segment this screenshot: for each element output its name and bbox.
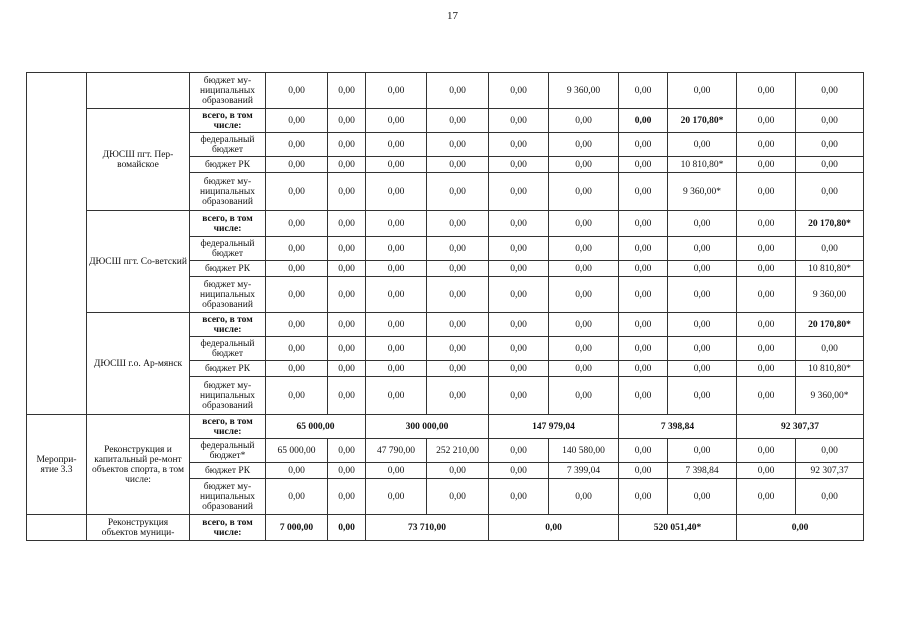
value-cell: 0,00 xyxy=(668,337,737,361)
value-cell: 0,00 xyxy=(489,313,549,337)
value-cell: 0,00 xyxy=(549,377,619,415)
value-cell: 0,00 xyxy=(549,261,619,277)
value-cell: 0,00 xyxy=(427,313,489,337)
value-cell: 0,00 xyxy=(328,157,366,173)
value-cell: 0,00 xyxy=(619,109,668,133)
value-cell: 65 000,00 xyxy=(266,439,328,463)
value-cell: 0,00 xyxy=(796,337,864,361)
budget-source-label: бюджет РК xyxy=(190,157,266,173)
value-cell: 65 000,00 xyxy=(266,415,366,439)
value-cell: 0,00 xyxy=(737,479,796,515)
value-cell: 0,00 xyxy=(549,337,619,361)
value-cell: 0,00 xyxy=(366,479,427,515)
value-cell: 0,00 xyxy=(619,361,668,377)
value-cell: 0,00 xyxy=(266,109,328,133)
value-cell: 0,00 xyxy=(427,211,489,237)
object-name-cell: Реконструкция объектов муници- xyxy=(87,515,190,541)
budget-source-label: бюджет РК xyxy=(190,463,266,479)
value-cell: 0,00 xyxy=(266,73,328,109)
object-name-cell: Реконструкция и капитальный ре-монт объектов спорта, в том числе: xyxy=(87,415,190,515)
value-cell: 7 399,04 xyxy=(549,463,619,479)
budget-source-label: всего, в том числе: xyxy=(190,515,266,541)
budget-source-label: всего, в том числе: xyxy=(190,415,266,439)
value-cell: 0,00 xyxy=(619,479,668,515)
value-cell: 9 360,00* xyxy=(796,377,864,415)
value-cell: 0,00 xyxy=(619,439,668,463)
budget-source-label: бюджет РК xyxy=(190,361,266,377)
value-cell: 0,00 xyxy=(619,261,668,277)
value-cell: 0,00 xyxy=(328,361,366,377)
value-cell: 0,00 xyxy=(619,173,668,211)
value-cell: 0,00 xyxy=(328,479,366,515)
value-cell: 20 170,80* xyxy=(796,211,864,237)
value-cell: 0,00 xyxy=(796,173,864,211)
value-cell: 0,00 xyxy=(737,337,796,361)
value-cell: 0,00 xyxy=(489,73,549,109)
value-cell: 0,00 xyxy=(328,237,366,261)
value-cell: 0,00 xyxy=(427,261,489,277)
value-cell: 9 360,00 xyxy=(796,277,864,313)
value-cell: 0,00 xyxy=(366,109,427,133)
value-cell: 0,00 xyxy=(737,237,796,261)
value-cell: 92 307,37 xyxy=(796,463,864,479)
value-cell: 0,00 xyxy=(266,277,328,313)
value-cell: 0,00 xyxy=(366,377,427,415)
value-cell: 0,00 xyxy=(328,515,366,541)
value-cell: 0,00 xyxy=(489,157,549,173)
value-cell: 0,00 xyxy=(427,361,489,377)
value-cell: 0,00 xyxy=(489,337,549,361)
value-cell: 47 790,00 xyxy=(366,439,427,463)
value-cell: 10 810,80* xyxy=(796,261,864,277)
value-cell: 0,00 xyxy=(549,313,619,337)
value-cell: 0,00 xyxy=(489,515,619,541)
value-cell: 0,00 xyxy=(796,237,864,261)
budget-table xyxy=(26,72,864,541)
value-cell: 73 710,00 xyxy=(366,515,489,541)
value-cell: 0,00 xyxy=(737,157,796,173)
value-cell: 0,00 xyxy=(366,237,427,261)
value-cell: 0,00 xyxy=(489,133,549,157)
value-cell: 20 170,80* xyxy=(796,313,864,337)
value-cell: 0,00 xyxy=(328,261,366,277)
value-cell: 300 000,00 xyxy=(366,415,489,439)
table-row xyxy=(27,109,864,133)
value-cell: 0,00 xyxy=(737,109,796,133)
value-cell: 0,00 xyxy=(549,157,619,173)
value-cell: 0,00 xyxy=(266,479,328,515)
group-cell xyxy=(27,515,87,541)
value-cell: 0,00 xyxy=(328,377,366,415)
budget-source-label: всего, в том числе: xyxy=(190,211,266,237)
budget-source-label: федеральный бюджет xyxy=(190,133,266,157)
value-cell: 252 210,00 xyxy=(427,439,489,463)
table-row xyxy=(27,211,864,237)
value-cell: 520 051,40* xyxy=(619,515,737,541)
value-cell: 0,00 xyxy=(796,133,864,157)
value-cell: 0,00 xyxy=(427,73,489,109)
budget-source-label: всего, в том числе: xyxy=(190,313,266,337)
value-cell: 0,00 xyxy=(737,515,864,541)
value-cell: 0,00 xyxy=(266,377,328,415)
value-cell: 0,00 xyxy=(427,463,489,479)
value-cell: 0,00 xyxy=(328,173,366,211)
value-cell: 0,00 xyxy=(668,133,737,157)
value-cell: 0,00 xyxy=(366,277,427,313)
value-cell: 0,00 xyxy=(328,109,366,133)
value-cell: 20 170,80* xyxy=(668,109,737,133)
value-cell: 0,00 xyxy=(489,463,549,479)
value-cell: 0,00 xyxy=(366,211,427,237)
value-cell: 0,00 xyxy=(366,261,427,277)
value-cell: 0,00 xyxy=(737,463,796,479)
value-cell: 0,00 xyxy=(549,133,619,157)
value-cell: 10 810,80* xyxy=(796,361,864,377)
budget-source-label: бюджет му-ниципальных образований xyxy=(190,277,266,313)
value-cell: 0,00 xyxy=(737,439,796,463)
value-cell: 0,00 xyxy=(668,73,737,109)
value-cell: 0,00 xyxy=(266,157,328,173)
value-cell: 0,00 xyxy=(489,377,549,415)
value-cell: 0,00 xyxy=(427,133,489,157)
value-cell: 0,00 xyxy=(737,73,796,109)
value-cell: 0,00 xyxy=(489,237,549,261)
value-cell: 0,00 xyxy=(266,463,328,479)
value-cell: 9 360,00* xyxy=(668,173,737,211)
budget-source-label: федеральный бюджет xyxy=(190,237,266,261)
value-cell: 0,00 xyxy=(328,463,366,479)
value-cell: 0,00 xyxy=(668,237,737,261)
value-cell: 0,00 xyxy=(328,439,366,463)
value-cell: 0,00 xyxy=(489,439,549,463)
object-name-cell: ДЮСШ г.о. Ар-мянск xyxy=(87,313,190,415)
value-cell: 0,00 xyxy=(266,211,328,237)
value-cell: 0,00 xyxy=(796,157,864,173)
value-cell: 0,00 xyxy=(668,211,737,237)
value-cell: 0,00 xyxy=(737,277,796,313)
object-name-cell xyxy=(87,73,190,109)
value-cell: 10 810,80* xyxy=(668,157,737,173)
budget-source-label: бюджет му-ниципальных образований xyxy=(190,173,266,211)
value-cell: 0,00 xyxy=(737,133,796,157)
page-number: 17 xyxy=(447,10,458,22)
value-cell: 0,00 xyxy=(489,211,549,237)
value-cell: 0,00 xyxy=(619,313,668,337)
value-cell: 0,00 xyxy=(427,377,489,415)
value-cell: 0,00 xyxy=(549,211,619,237)
value-cell: 0,00 xyxy=(737,361,796,377)
value-cell: 0,00 xyxy=(668,479,737,515)
value-cell: 0,00 xyxy=(549,237,619,261)
table-row xyxy=(27,73,864,109)
value-cell: 0,00 xyxy=(549,109,619,133)
value-cell: 0,00 xyxy=(366,133,427,157)
value-cell: 0,00 xyxy=(328,73,366,109)
value-cell: 0,00 xyxy=(668,439,737,463)
value-cell: 0,00 xyxy=(668,377,737,415)
value-cell: 0,00 xyxy=(619,157,668,173)
value-cell: 140 580,00 xyxy=(549,439,619,463)
budget-source-label: бюджет му-ниципальных образований xyxy=(190,377,266,415)
value-cell: 0,00 xyxy=(796,73,864,109)
group-cell: Меропри-ятие 3.3 xyxy=(27,415,87,515)
value-cell: 0,00 xyxy=(619,463,668,479)
value-cell: 0,00 xyxy=(427,237,489,261)
value-cell: 0,00 xyxy=(549,479,619,515)
value-cell: 7 000,00 xyxy=(266,515,328,541)
value-cell: 0,00 xyxy=(619,277,668,313)
value-cell: 0,00 xyxy=(549,277,619,313)
value-cell: 0,00 xyxy=(266,313,328,337)
value-cell: 0,00 xyxy=(668,277,737,313)
value-cell: 0,00 xyxy=(619,377,668,415)
value-cell: 0,00 xyxy=(489,479,549,515)
value-cell: 0,00 xyxy=(427,277,489,313)
value-cell: 7 398,84 xyxy=(668,463,737,479)
object-name-cell: ДЮСШ пгт. Со-ветский xyxy=(87,211,190,313)
budget-source-label: бюджет му-ниципальных образований xyxy=(190,73,266,109)
object-name-cell: ДЮСШ пгт. Пер-вомайское xyxy=(87,109,190,211)
value-cell: 9 360,00 xyxy=(549,73,619,109)
value-cell: 0,00 xyxy=(619,211,668,237)
value-cell: 0,00 xyxy=(266,361,328,377)
value-cell: 0,00 xyxy=(366,157,427,173)
value-cell: 0,00 xyxy=(427,173,489,211)
value-cell: 0,00 xyxy=(366,313,427,337)
value-cell: 0,00 xyxy=(489,109,549,133)
value-cell: 0,00 xyxy=(619,133,668,157)
value-cell: 0,00 xyxy=(266,261,328,277)
value-cell: 0,00 xyxy=(328,133,366,157)
value-cell: 0,00 xyxy=(549,173,619,211)
value-cell: 0,00 xyxy=(366,361,427,377)
budget-source-label: всего, в том числе: xyxy=(190,109,266,133)
value-cell: 0,00 xyxy=(266,173,328,211)
value-cell: 0,00 xyxy=(489,173,549,211)
table-row xyxy=(27,515,864,541)
value-cell: 0,00 xyxy=(619,337,668,361)
budget-source-label: федеральный бюджет xyxy=(190,337,266,361)
table-row xyxy=(27,313,864,337)
value-cell: 0,00 xyxy=(366,337,427,361)
value-cell: 0,00 xyxy=(796,479,864,515)
value-cell: 0,00 xyxy=(427,157,489,173)
value-cell: 0,00 xyxy=(328,313,366,337)
value-cell: 0,00 xyxy=(328,337,366,361)
value-cell: 0,00 xyxy=(427,479,489,515)
budget-source-label: бюджет РК xyxy=(190,261,266,277)
value-cell: 0,00 xyxy=(737,261,796,277)
value-cell: 0,00 xyxy=(737,211,796,237)
value-cell: 0,00 xyxy=(796,109,864,133)
value-cell: 0,00 xyxy=(619,237,668,261)
value-cell: 0,00 xyxy=(737,377,796,415)
group-cell xyxy=(27,73,87,415)
value-cell: 0,00 xyxy=(668,261,737,277)
value-cell: 0,00 xyxy=(266,237,328,261)
value-cell: 0,00 xyxy=(266,337,328,361)
value-cell: 0,00 xyxy=(489,277,549,313)
value-cell: 92 307,37 xyxy=(737,415,864,439)
value-cell: 0,00 xyxy=(427,109,489,133)
value-cell: 0,00 xyxy=(549,361,619,377)
value-cell: 0,00 xyxy=(489,361,549,377)
value-cell: 0,00 xyxy=(668,361,737,377)
value-cell: 0,00 xyxy=(668,313,737,337)
value-cell: 147 979,04 xyxy=(489,415,619,439)
value-cell: 0,00 xyxy=(366,173,427,211)
value-cell: 0,00 xyxy=(427,337,489,361)
value-cell: 0,00 xyxy=(737,173,796,211)
value-cell: 0,00 xyxy=(796,439,864,463)
value-cell: 7 398,84 xyxy=(619,415,737,439)
value-cell: 0,00 xyxy=(366,73,427,109)
table-row xyxy=(27,415,864,439)
value-cell: 0,00 xyxy=(366,463,427,479)
budget-source-label: бюджет му-ниципальных образований xyxy=(190,479,266,515)
value-cell: 0,00 xyxy=(489,261,549,277)
value-cell: 0,00 xyxy=(266,133,328,157)
value-cell: 0,00 xyxy=(328,211,366,237)
value-cell: 0,00 xyxy=(737,313,796,337)
budget-source-label: федеральный бюджет* xyxy=(190,439,266,463)
value-cell: 0,00 xyxy=(619,73,668,109)
value-cell: 0,00 xyxy=(328,277,366,313)
